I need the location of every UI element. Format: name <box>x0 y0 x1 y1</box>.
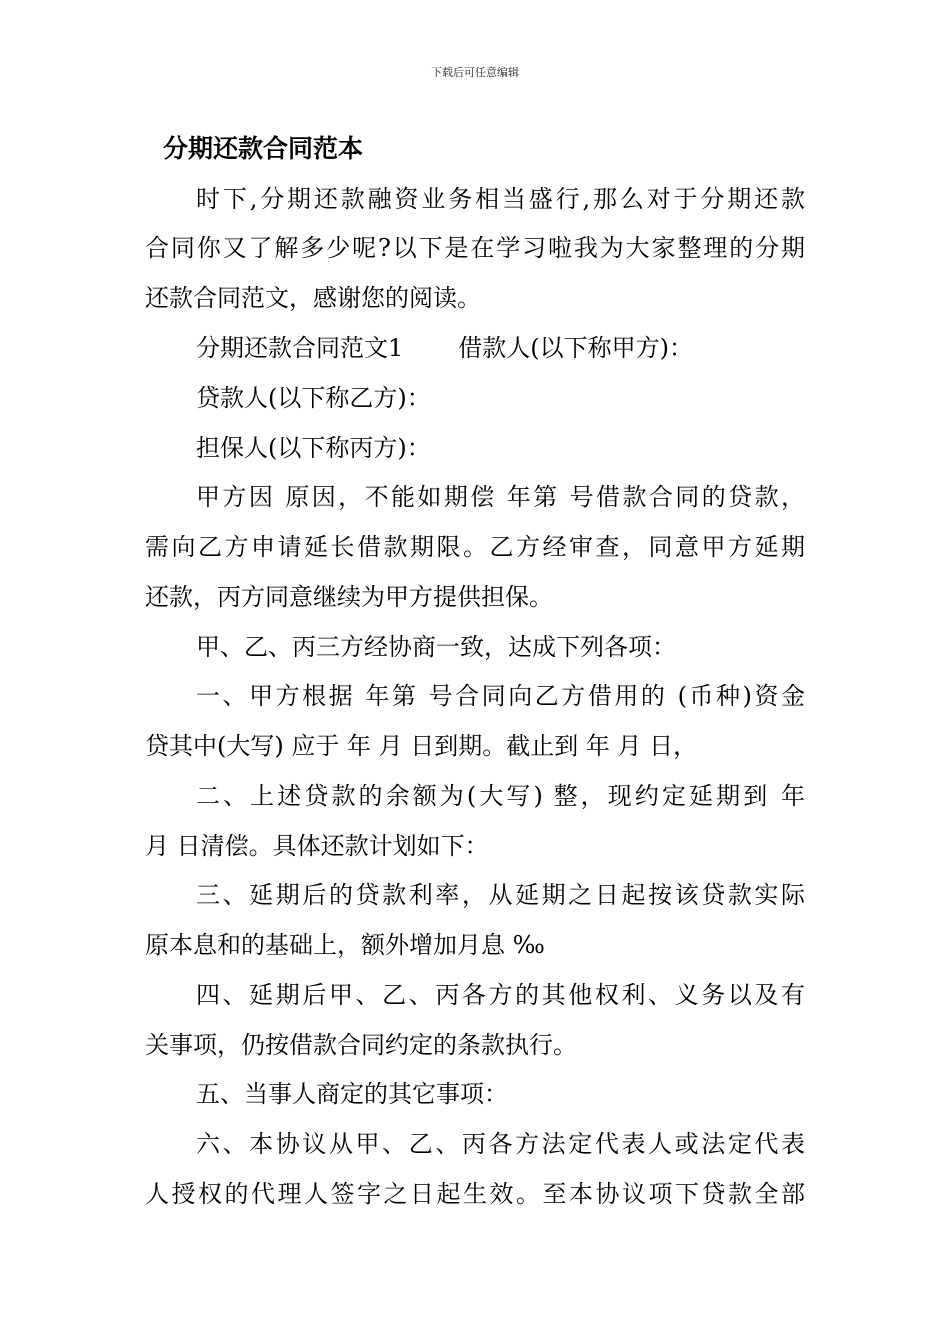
paragraph-line: 需向乙方申请延长借款期限。乙方经审查，同意甲方延期 <box>145 533 805 561</box>
paragraph-line: 合同你又了解多少呢?以下是在学习啦我为大家整理的分期 <box>145 234 805 262</box>
paragraph-line: 还款，丙方同意继续为甲方提供担保。 <box>145 583 553 611</box>
clause-3-line: 原本息和的基础上，额外增加月息 ‰ <box>145 931 545 959</box>
clause-4-line: 关事项，仍按借款合同约定的条款执行。 <box>145 1031 577 1059</box>
paragraph-line: 甲方因 原因，不能如期偿 年第 号借款合同的贷款， <box>196 483 805 511</box>
clause-2-line: 月 日清偿。具体还款计划如下： <box>145 832 489 860</box>
paragraph-line: 甲、乙、丙三方经协商一致，达成下列各项： <box>196 633 676 661</box>
borrower-field: 借款人(以下称甲方)： <box>458 334 694 362</box>
clause-2-line: 二、上述贷款的余额为(大写) 整，现约定延期到 年 <box>196 782 805 810</box>
clause-4-line: 四、延期后甲、乙、丙各方的其他权利、义务以及有 <box>196 981 805 1009</box>
clause-1-line: 一、甲方根据 年第 号合同向乙方借用的 (币种)资金 <box>196 682 805 710</box>
paragraph-line <box>145 332 805 364</box>
clause-1-line: 贷其中(大写) 应于 年 月 日到期。截止到 年 月 日， <box>145 732 698 760</box>
guarantor-field: 担保人(以下称丙方)： <box>196 434 431 462</box>
document-title: 分期还款合同范本 <box>163 134 364 163</box>
clause-6-line: 人授权的代理人签字之日起生效。至本协议项下贷款全部 <box>145 1180 805 1208</box>
clause-6-line: 六、本协议从甲、乙、丙各方法定代表人或法定代表 <box>196 1130 805 1158</box>
clause-3-line: 三、延期后的贷款利率，从延期之日起按该贷款实际 <box>196 881 805 909</box>
clause-5-line: 五、当事人商定的其它事项： <box>196 1080 508 1108</box>
paragraph-line: 还款合同范文，感谢您的阅读。 <box>145 284 481 312</box>
page-header: 下载后可任意编辑 <box>431 66 519 79</box>
lender-field: 贷款人(以下称乙方)： <box>196 384 431 412</box>
section-heading: 分期还款合同范文1 <box>196 334 404 362</box>
paragraph-line: 时下,分期还款融资业务相当盛行,那么对于分期还款 <box>196 185 805 213</box>
